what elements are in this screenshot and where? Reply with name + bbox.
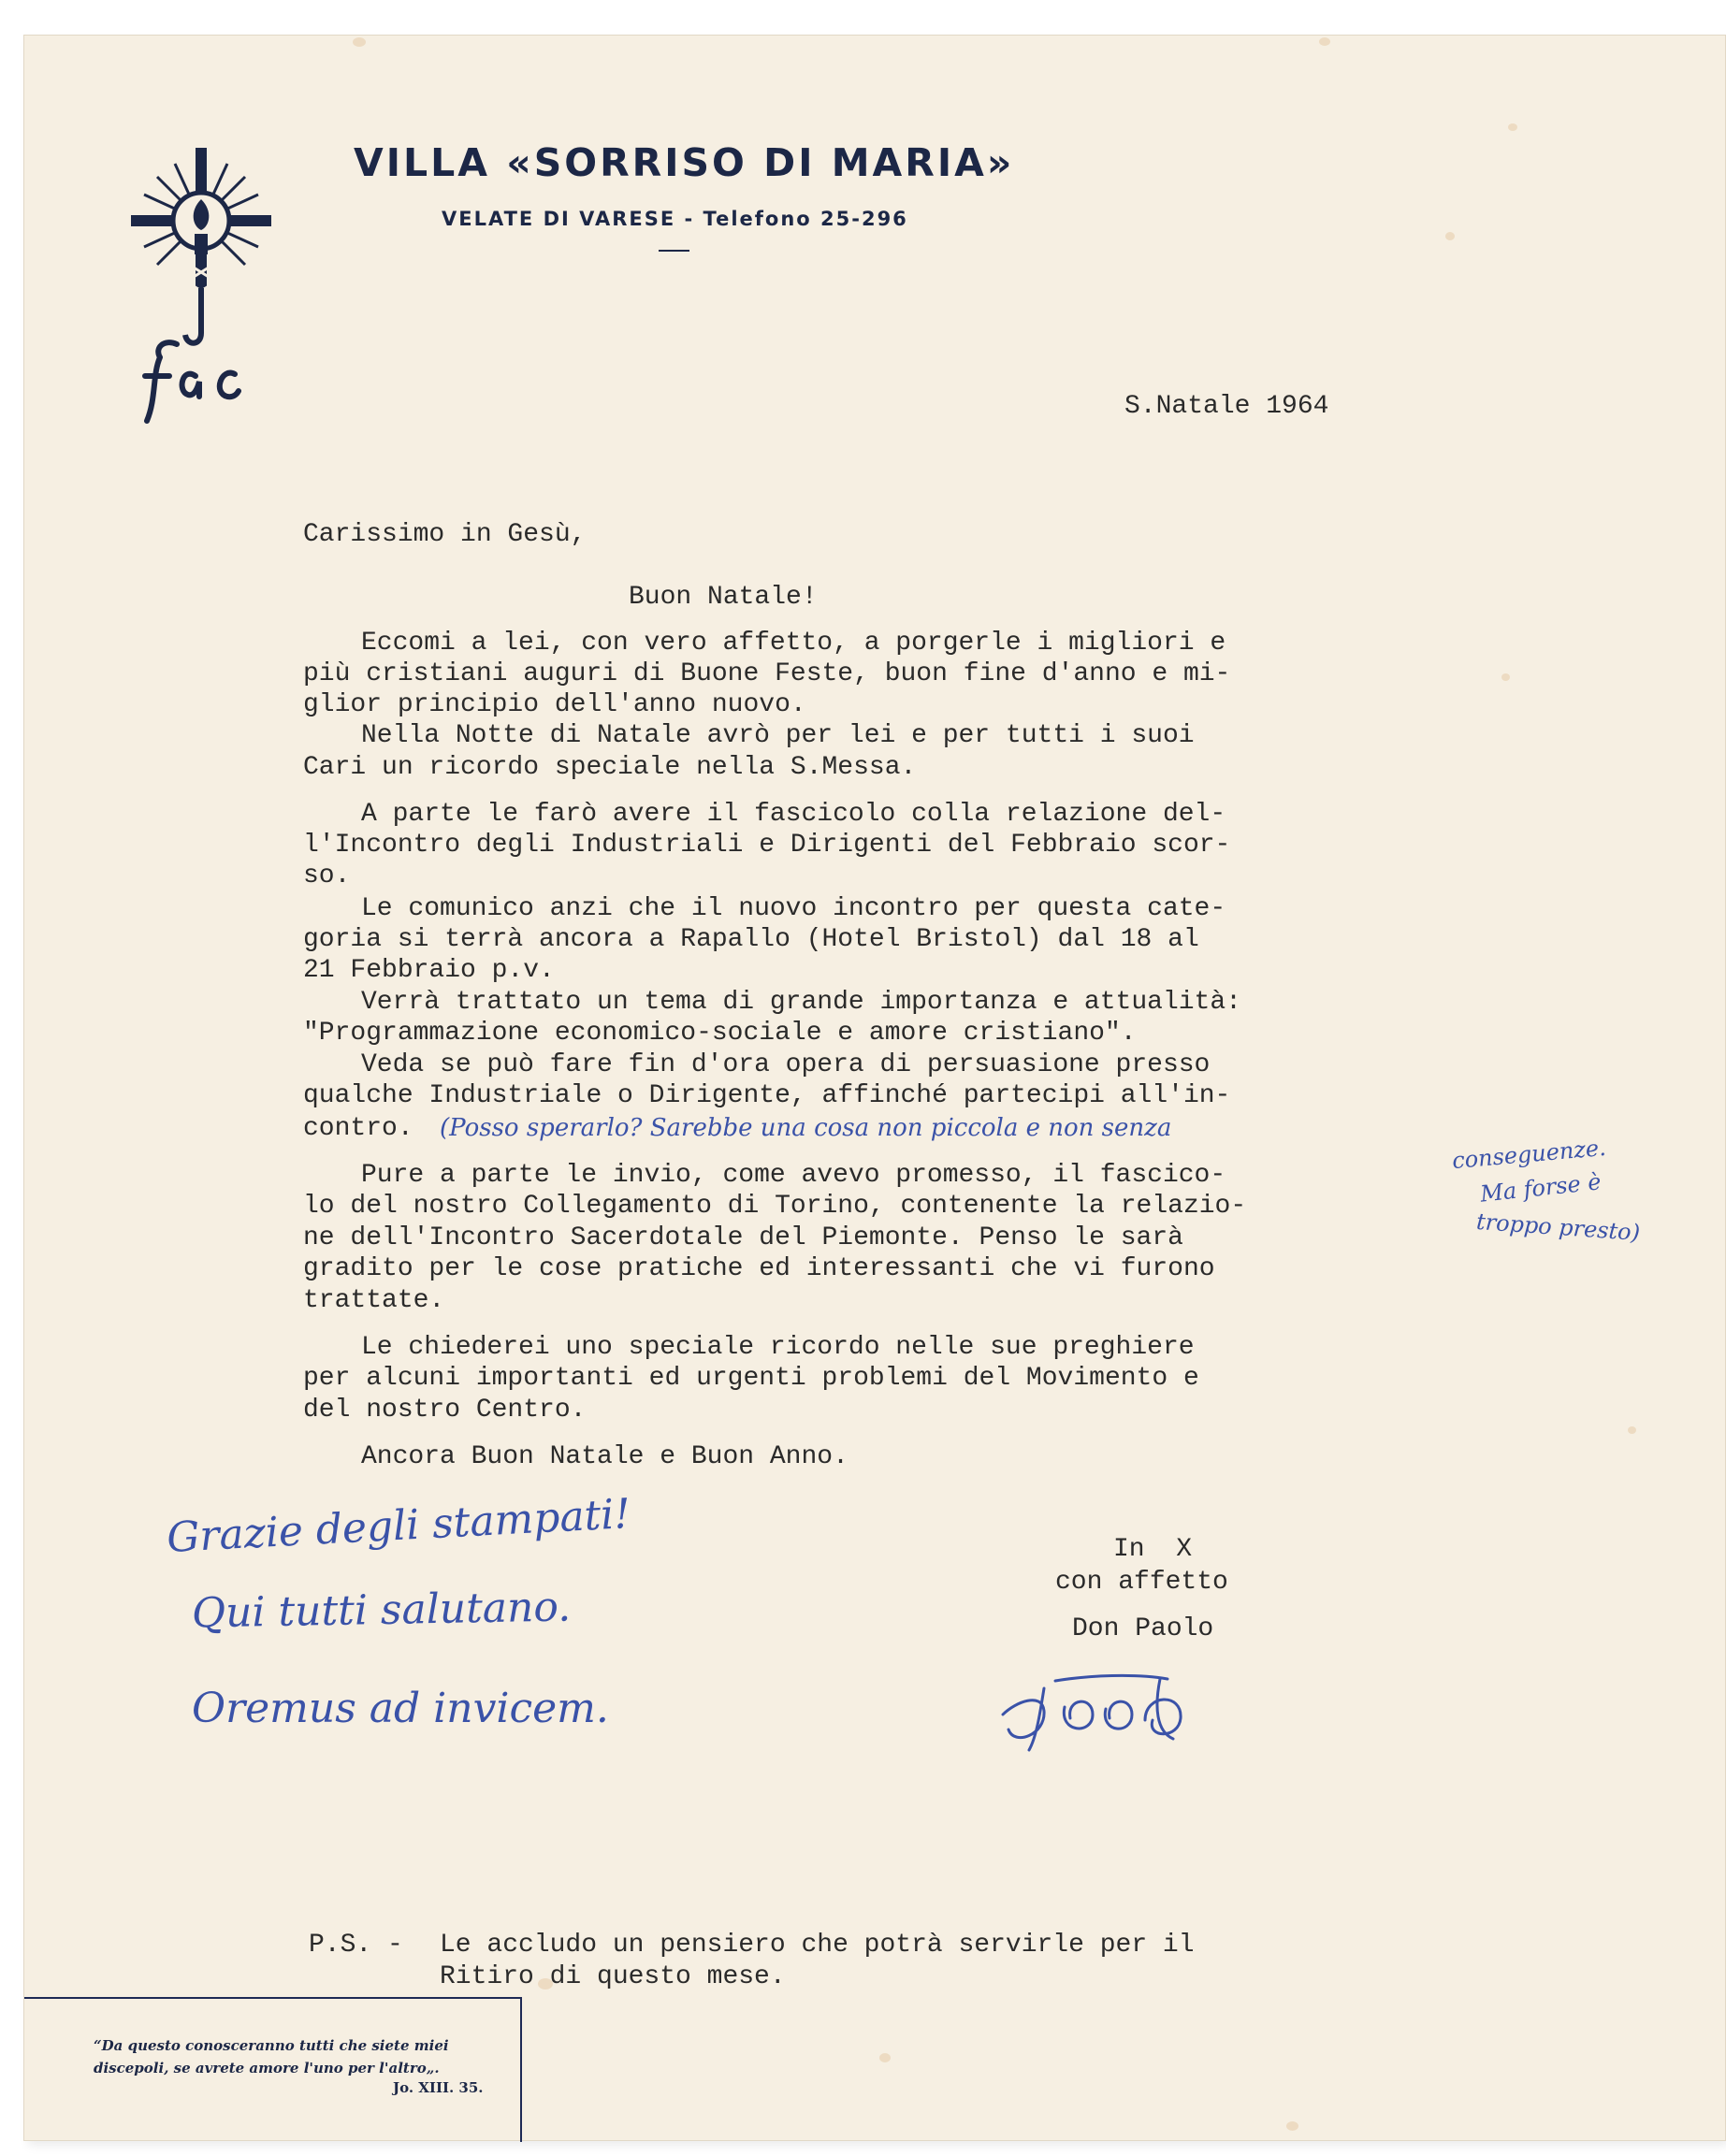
paper-stain — [1628, 1426, 1636, 1434]
body-line: del nostro Centro. — [303, 1396, 587, 1425]
body-line: glior principio dell'anno nuovo. — [303, 690, 806, 719]
body-line: Le chiederei uno speciale ricordo nelle sue preghiere — [361, 1333, 1195, 1362]
footer-quote: “Da questo conosceranno tutti che siete miei discepoli, se avrete amore l'uno per l'altro„. — [94, 2037, 449, 2076]
paper-stain — [1508, 123, 1517, 131]
body-line: trattate. — [303, 1286, 445, 1315]
postscript-label: P.S. - — [309, 1931, 403, 1960]
body-line: Verrà trattato un tema di grande importanza e attualità: — [361, 988, 1241, 1017]
paper-stain — [1501, 673, 1510, 681]
handwritten-note-line: Grazie degli stampati! — [165, 1490, 632, 1562]
handwritten-note-line: Oremus ad invicem. — [192, 1685, 609, 1732]
body-line: gradito per le cose pratiche ed interessanti che vi furono — [303, 1254, 1215, 1283]
body-line: l'Incontro degli Industriali e Dirigenti del Febbraio scor- — [303, 831, 1231, 860]
letterhead-address: VELATE DI VARESE - Telefono 25-296 — [442, 208, 908, 230]
salutation: Carissimo in Gesù, — [303, 520, 587, 549]
body-line: Nella Notte di Natale avrò per lei e per tutti i suoi — [361, 721, 1195, 750]
postscript-line: Ritiro di questo mese. — [440, 1962, 786, 1991]
paper-stain — [353, 37, 366, 47]
body-line: più cristiani auguri di Buone Feste, buon fine d'anno e mi- — [303, 659, 1231, 688]
body-line: Pure a parte le invio, come avevo promesso, il fascico- — [361, 1161, 1226, 1190]
paper-stain — [1319, 37, 1330, 46]
paper-stain — [1286, 2121, 1298, 2131]
paper-stain — [879, 2053, 891, 2062]
signature — [995, 1660, 1220, 1758]
letterhead-title: VILLA «SORRISO DI MARIA» — [354, 140, 1015, 185]
emblem-icon — [131, 148, 271, 354]
paper-stain — [1445, 232, 1455, 240]
margin-annotation-line: conseguenze. — [1451, 1134, 1607, 1175]
body-line: goria si terrà ancora a Rapallo (Hotel Bristol) dal 18 al — [303, 925, 1199, 954]
body-line: so. — [303, 861, 351, 890]
body-line: 21 Febbraio p.v. — [303, 956, 555, 985]
body-line: Eccomi a lei, con vero affetto, a porgerle i migliori e — [361, 629, 1226, 658]
fac-monogram — [136, 337, 267, 435]
body-line: qualche Industriale o Dirigente, affinché partecipi all'in- — [303, 1081, 1231, 1110]
body-line: ne dell'Incontro Sacerdotale del Piemonte. Penso le sarà — [303, 1223, 1183, 1252]
footer-quote-reference: Jo. XIII. 35. — [393, 2079, 484, 2096]
body-line: Le comunico anzi che il nuovo incontro per questa cate- — [361, 894, 1226, 923]
greeting: Buon Natale! — [629, 583, 818, 612]
body-line: Cari un ricordo speciale nella S.Messa. — [303, 753, 917, 782]
body-line: Veda se può fare fin d'ora opera di persuasione presso — [361, 1050, 1211, 1079]
margin-annotation-line: Ma forse è — [1478, 1168, 1603, 1208]
body-line: A parte le farò avere il fascicolo colla relazione del- — [361, 800, 1226, 829]
body-line: contro. — [303, 1114, 413, 1143]
body-line: "Programmazione economico-sociale e amore cristiano". — [303, 1019, 1137, 1048]
body-line: per alcuni importanti ed urgenti problemi del Movimento e — [303, 1364, 1199, 1393]
handwritten-note-line: Qui tutti salutano. — [191, 1583, 572, 1638]
body-line: lo del nostro Collegamento di Torino, contenente la relazio- — [303, 1192, 1247, 1221]
closing-line: In X — [1113, 1535, 1193, 1564]
margin-annotation-line: troppo presto) — [1475, 1208, 1641, 1247]
closing-name: Don Paolo — [1072, 1614, 1214, 1643]
closing-line: con affetto — [1055, 1568, 1228, 1597]
postscript-line: Le accludo un pensiero che potrà servirle per il — [440, 1931, 1195, 1960]
inline-annotation: (Posso sperarlo? Sarebbe una cosa non piccola e non senza — [440, 1114, 1172, 1142]
body-line: Ancora Buon Natale e Buon Anno. — [361, 1442, 848, 1471]
letter-date: S.Natale 1964 — [1124, 392, 1329, 421]
letterhead-divider — [659, 250, 689, 252]
